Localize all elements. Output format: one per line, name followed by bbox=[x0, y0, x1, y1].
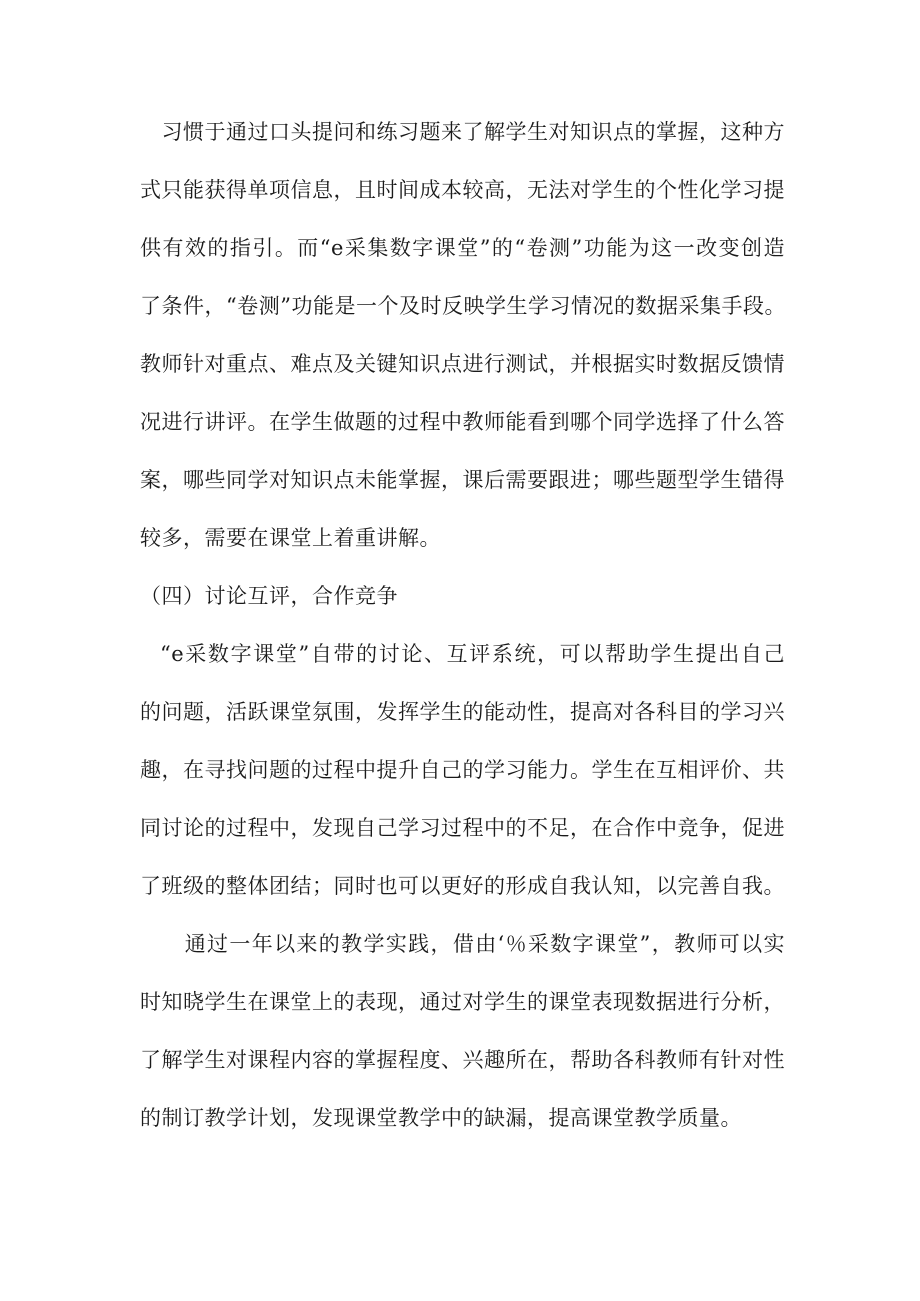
paragraph-1-line: 较多，需要在课堂上着重讲解。 bbox=[140, 526, 441, 550]
paragraph-3-line: 时知晓学生在课堂上的表现，通过对学生的课堂表现数据进行分析， bbox=[140, 990, 785, 1014]
paragraph-1-line: 习惯于通过口头提问和练习题来了解学生对知识点的掌握，这种方 bbox=[140, 120, 785, 144]
paragraph-1-line: 案，哪些同学对知识点未能掌握，课后需要跟进；哪些题型学生错得 bbox=[140, 468, 785, 492]
paragraph-1-line: 式只能获得单项信息，且时间成本较高，无法对学生的个性化学习提 bbox=[140, 178, 785, 202]
paragraph-3-line: 通过一年以来的教学实践，借由‘％采数字课堂”，教师可以实 bbox=[140, 932, 785, 956]
paragraph-2-line: 了班级的整体团结；同时也可以更好的形成自我认知，以完善自我。 bbox=[140, 874, 785, 898]
section-heading: （四）讨论互评，合作竞争 bbox=[140, 584, 398, 608]
paragraph-1-line: 教师针对重点、难点及关键知识点进行测试，并根据实时数据反馈情 bbox=[140, 352, 785, 376]
paragraph-2-line: 趣，在寻找问题的过程中提升自己的学习能力。学生在互相评价、共 bbox=[140, 758, 785, 782]
paragraph-1-line: 了条件，“卷测”功能是一个及时反映学生学习情况的数据采集手段。 bbox=[140, 294, 786, 318]
paragraph-2-line: 同讨论的过程中，发现自己学习过程中的不足，在合作中竞争，促进 bbox=[140, 816, 785, 840]
paragraph-1-line: 供有效的指引。而“e采集数字课堂”的“卷测”功能为这一改变创造 bbox=[140, 236, 785, 260]
paragraph-3-line: 的制订教学计划，发现课堂教学中的缺漏，提高课堂教学质量。 bbox=[140, 1106, 742, 1130]
paragraph-2-line: 的问题，活跃课堂氛围，发挥学生的能动性，提高对各科目的学习兴 bbox=[140, 700, 785, 724]
paragraph-2-line: “e采数字课堂”自带的讨论、互评系统，可以帮助学生提出自己 bbox=[160, 642, 785, 666]
paragraph-3-line: 了解学生对课程内容的掌握程度、兴趣所在，帮助各科教师有针对性 bbox=[140, 1048, 785, 1072]
paragraph-1-line: 况进行讲评。在学生做题的过程中教师能看到哪个同学选择了什么答 bbox=[140, 410, 785, 434]
